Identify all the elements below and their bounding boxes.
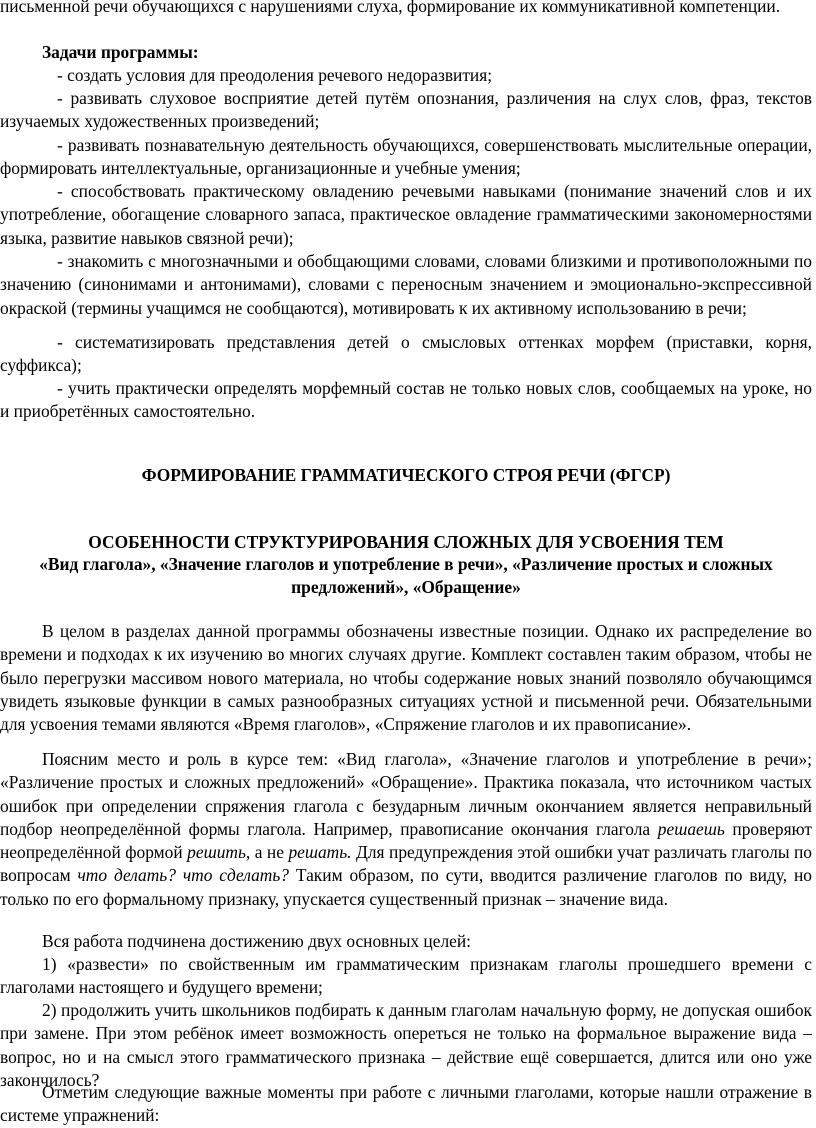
body-paragraph-4: 1) «развести» по свойственным им грамматическим признакам глаголы прошедшего времени с глаголами настоящего и будущего времени; [0, 954, 812, 998]
task-item-4: - способствовать практическому овладению речевыми навыками (понимание значений слов и их употребление, обогащение словарного запаса, практическое овладение грамматическими закономерностями языка, развитие навыков связной речи); [0, 181, 812, 248]
body-paragraph-1: В целом в разделах данной программы обозначены известные позиции. Однако их распределение во времени и подходах к их изучению во многих случаях другие. Комплект составлен таким образом, чтобы не было перегрузки массивом нового материала, но чтобы содержание новых знаний позволяло обучающимся увидеть языковые функции в самых разнообразных ситуациях устной и письменной речи. Обязательными для усвоения темами являются «Время глаголов», «Спряжение глаголов и их правописание». [0, 621, 812, 735]
task-item-3: - развивать познавательную деятельность обучающихся, совершенствовать мыслительные операции, формировать интеллектуальные, организационные и учебные умения; [0, 135, 812, 179]
p2-example-reshat: решать. [288, 842, 352, 863]
subsection-title: ОСОБЕННОСТИ СТРУКТУРИРОВАНИЯ СЛОЖНЫХ ДЛЯ УСВОЕНИЯ ТЕМ [88, 532, 724, 552]
p2-text-d: Для предупреждения этой ошибки учат различать глаголы по вопросам [0, 842, 812, 886]
task-item-2: - развивать слуховое восприятие детей путём опознания, различения на слух слов, фраз, текстов изучаемых художественных произведений; [0, 88, 812, 132]
task-item-1: - создать условия для преодоления речевого недоразвития; [57, 65, 493, 85]
task-item-6: - систематизировать представления детей о смысловых оттенках морфем (приставки, корня, суффикса); [0, 332, 812, 376]
p2-text-e: Таким образом, по сути, вводится различение глаголов по виду, но только по его формальному признаку, упускается существенный признак – значение вида. [0, 865, 812, 909]
body-paragraph-5: 2) продолжить учить школьников подбирать к данным глаголам начальную форму, не допуская ошибок при замене. При этом ребёнок имеет возможность опереться не только на формальное выражение вида – вопрос, но и на смысл этого грамматического признака – действие ещё совершается, длится или оно уже закончилось? [0, 1000, 812, 1090]
p2-example-reshit: решить [187, 842, 246, 863]
body-paragraph-3: Вся работа подчинена достижению двух основных целей: [42, 931, 471, 951]
p2-text-b: проверяют неопределённой формой [0, 818, 812, 863]
body-paragraph-6: Отметим следующие важные моменты при работе с личными глаголами, которые нашли отражение в системе упражнений: [0, 1082, 812, 1126]
body-paragraph-2 [0, 748, 812, 911]
subsection-topics: «Вид глагола», «Значение глаголов и употребление в речи», «Различение простых и сложных предложений», «Обращение» [39, 554, 773, 598]
task-item-7: - учить практически определять морфемный состав не только новых слов, сообщаемых на уроке, но и приобретённых самостоятельно. [0, 378, 812, 422]
p2-questions: что делать? что сделать? [77, 865, 289, 886]
tasks-heading: Задачи программы: [42, 42, 199, 62]
p2-text-a: Поясним место и роль в курсе тем: «Вид глагола», «Значение глаголов и употребление в речи»; «Различение простых и сложных предложений» «Обращение». Практика показала, что источником частых ошибок при определении спряжения глагола с безударным личным окончанием является неправильный подбор неопределённой формы глагола. Например, правописание окончания глагола [0, 749, 812, 839]
p2-example-reshaesh: решаешь [657, 818, 725, 839]
section-title: ФОРМИРОВАНИЕ ГРАММАТИЧЕСКОГО СТРОЯ РЕЧИ (ФГСР) [141, 465, 671, 485]
task-item-5: - знакомить с многозначными и обобщающими словами, словами близкими и противоположными по значению (синонимами и антонимами), словами с переносным значением и эмоционально-экспрессивной окраской (термины учащимся не сообщаются), мотивировать к их активному использованию в речи; [0, 251, 812, 318]
intro-continuation: письменной речи обучающихся с нарушениями слуха, формирование их коммуникативной компетенции. [0, 0, 781, 16]
p2-text-c: , а не [245, 842, 289, 863]
